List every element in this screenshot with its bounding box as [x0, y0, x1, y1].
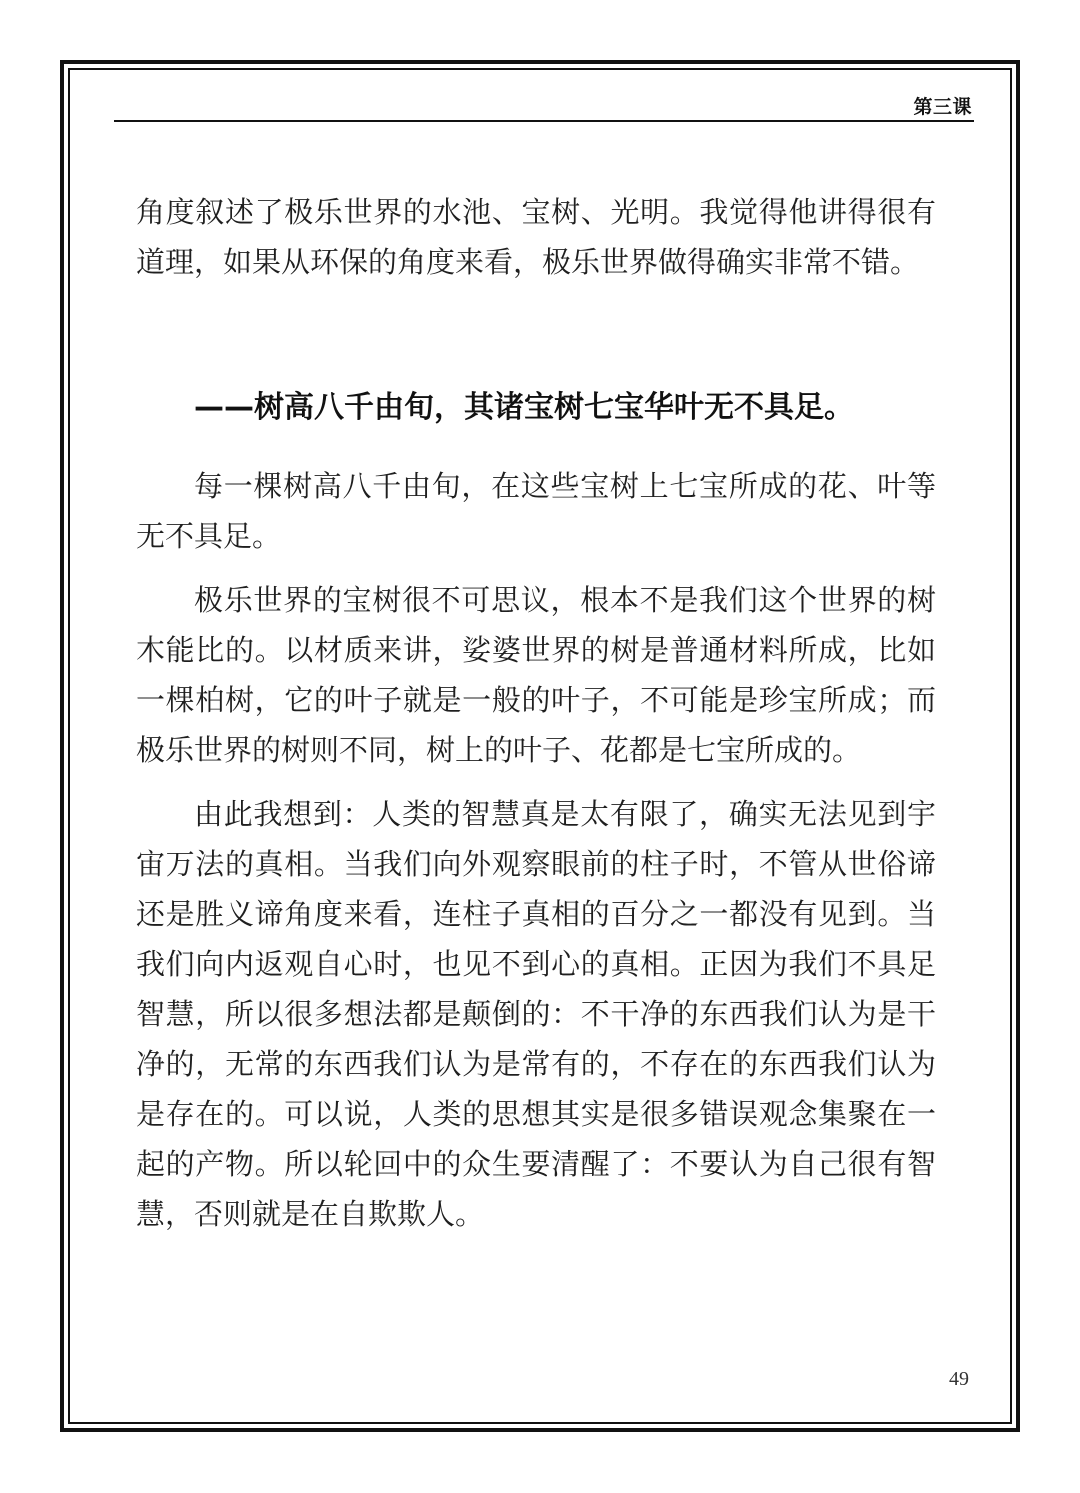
page-content: [136, 187, 936, 1239]
paragraph-human-wisdom: 由此我想到：人类的智慧真是太有限了，确实无法见到宇宙万法的真相。当我们向外观察眼前的柱子时，不管从世俗谛还是胜义谛角度来看，连柱子真相的百分之一都没有见到。当我们向内返观自心时，也见不到心的真相。正因为我们不具足智慧，所以很多想法都是颠倒的：不干净的东西我们认为是干净的，无常的东西我们认为是常有的，不存在的东西我们认为是存在的。可以说，人类的思想其实是很多错误观念集聚在一起的产物。所以轮回中的众生要清醒了：不要认为自己很有智慧，否则就是在自欺欺人。: [136, 797, 936, 1231]
paragraph-treasure-trees: 极乐世界的宝树很不可思议，根本不是我们这个世界的树木能比的。以材质来讲，娑婆世界的树是普通材料所成，比如一棵柏树，它的叶子就是一般的叶子，不可能是珍宝所成；而极乐世界的树则不同，树上的叶子、花都是七宝所成的。: [136, 583, 936, 767]
header-divider: [114, 120, 974, 122]
paragraph-spacer: [136, 775, 936, 789]
paragraph-spacer: [136, 561, 936, 575]
page-number: 49: [949, 1368, 969, 1390]
section-heading: ——树高八千由旬，其诸宝树七宝华叶无不具足。: [194, 390, 854, 425]
chapter-label: 第三课: [913, 96, 972, 118]
paragraph-continuation: 角度叙述了极乐世界的水池、宝树、光明。我觉得他讲得很有道理，如果从环保的角度来看，极乐世界做得确实非常不错。: [136, 195, 936, 279]
paragraph-tree-height: 每一棵树高八千由旬，在这些宝树上七宝所成的花、叶等无不具足。: [136, 469, 936, 553]
